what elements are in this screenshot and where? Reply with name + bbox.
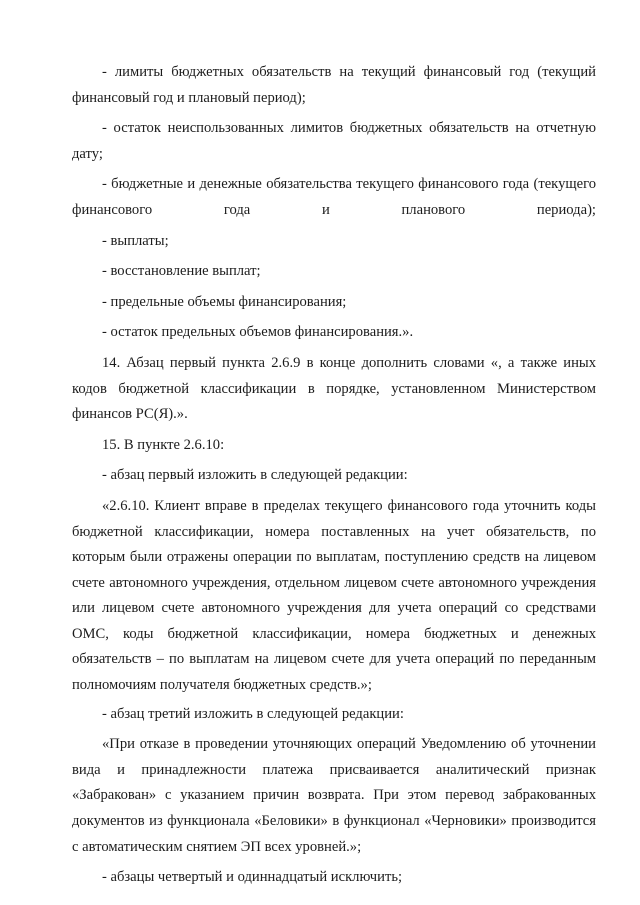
paragraph-exclude-paras: - абзацы четвертый и одиннадцатый исключить; [102,869,403,886]
paragraph-financing-remainder: - остаток предельных объемов финансирования.». [102,324,414,341]
paragraph-refusal-clause: «При отказе в проведении уточняющих операций Уведомлению об уточнении вида и принадлежности платежа присваивается аналитический признак «Забракован» с указанием причин возврата. При этом перевод забракованных документов из функционала «Беловики» в функционал «Черновики» производится с автоматическим снятием ЭП всех уровней.»; [72,736,596,855]
paragraph-budget-obligations: - бюджетные и денежные обязательства текущего финансового года (текущего финансового года и планового периода); [72,176,596,218]
paragraph-payments: - выплаты; [102,232,169,249]
paragraph-limits: - лимиты бюджетных обязательств на текущий финансовый год (текущий финансовый год и плановый период); [72,64,596,106]
paragraph-clause-2610: «2.6.10. Клиент вправе в пределах текущего финансового года уточнить коды бюджетной классификации, номера поставленных на учет обязательств, по которым были отражены операции по выплатам, поступлению средств на лицевом счете автономного учреждения, отдельном лицевом счете автономного учреждения или лицевом счете автономного учреждения для учета операций со средствами ОМС, коды бюджетной классификации, номера бюджетных и денежных обязательств – по выплатам на лицевом счете для учета операций по переданным полномочиям получателя бюджетных средств.»; [72,497,596,694]
paragraph-item-14: 14. Абзац первый пункта 2.6.9 в конце дополнить словами «, а также иных кодов бюджетной классификации в порядке, установленном Министерством финансов РС(Я).». [72,354,596,423]
paragraph-first-para-edit: - абзац первый изложить в следующей редакции: [102,467,408,484]
paragraph-item-15: 15. В пункте 2.6.10: [102,436,225,453]
paragraph-unused-limits: - остаток неиспользованных лимитов бюджетных обязательств на отчетную дату; [72,120,596,162]
paragraph-financing-volumes: - предельные объемы финансирования; [102,293,347,310]
document-body [72,60,596,891]
paragraph-restoration: - восстановление выплат; [102,263,261,280]
paragraph-third-para-edit: - абзац третий изложить в следующей редакции: [102,705,404,722]
